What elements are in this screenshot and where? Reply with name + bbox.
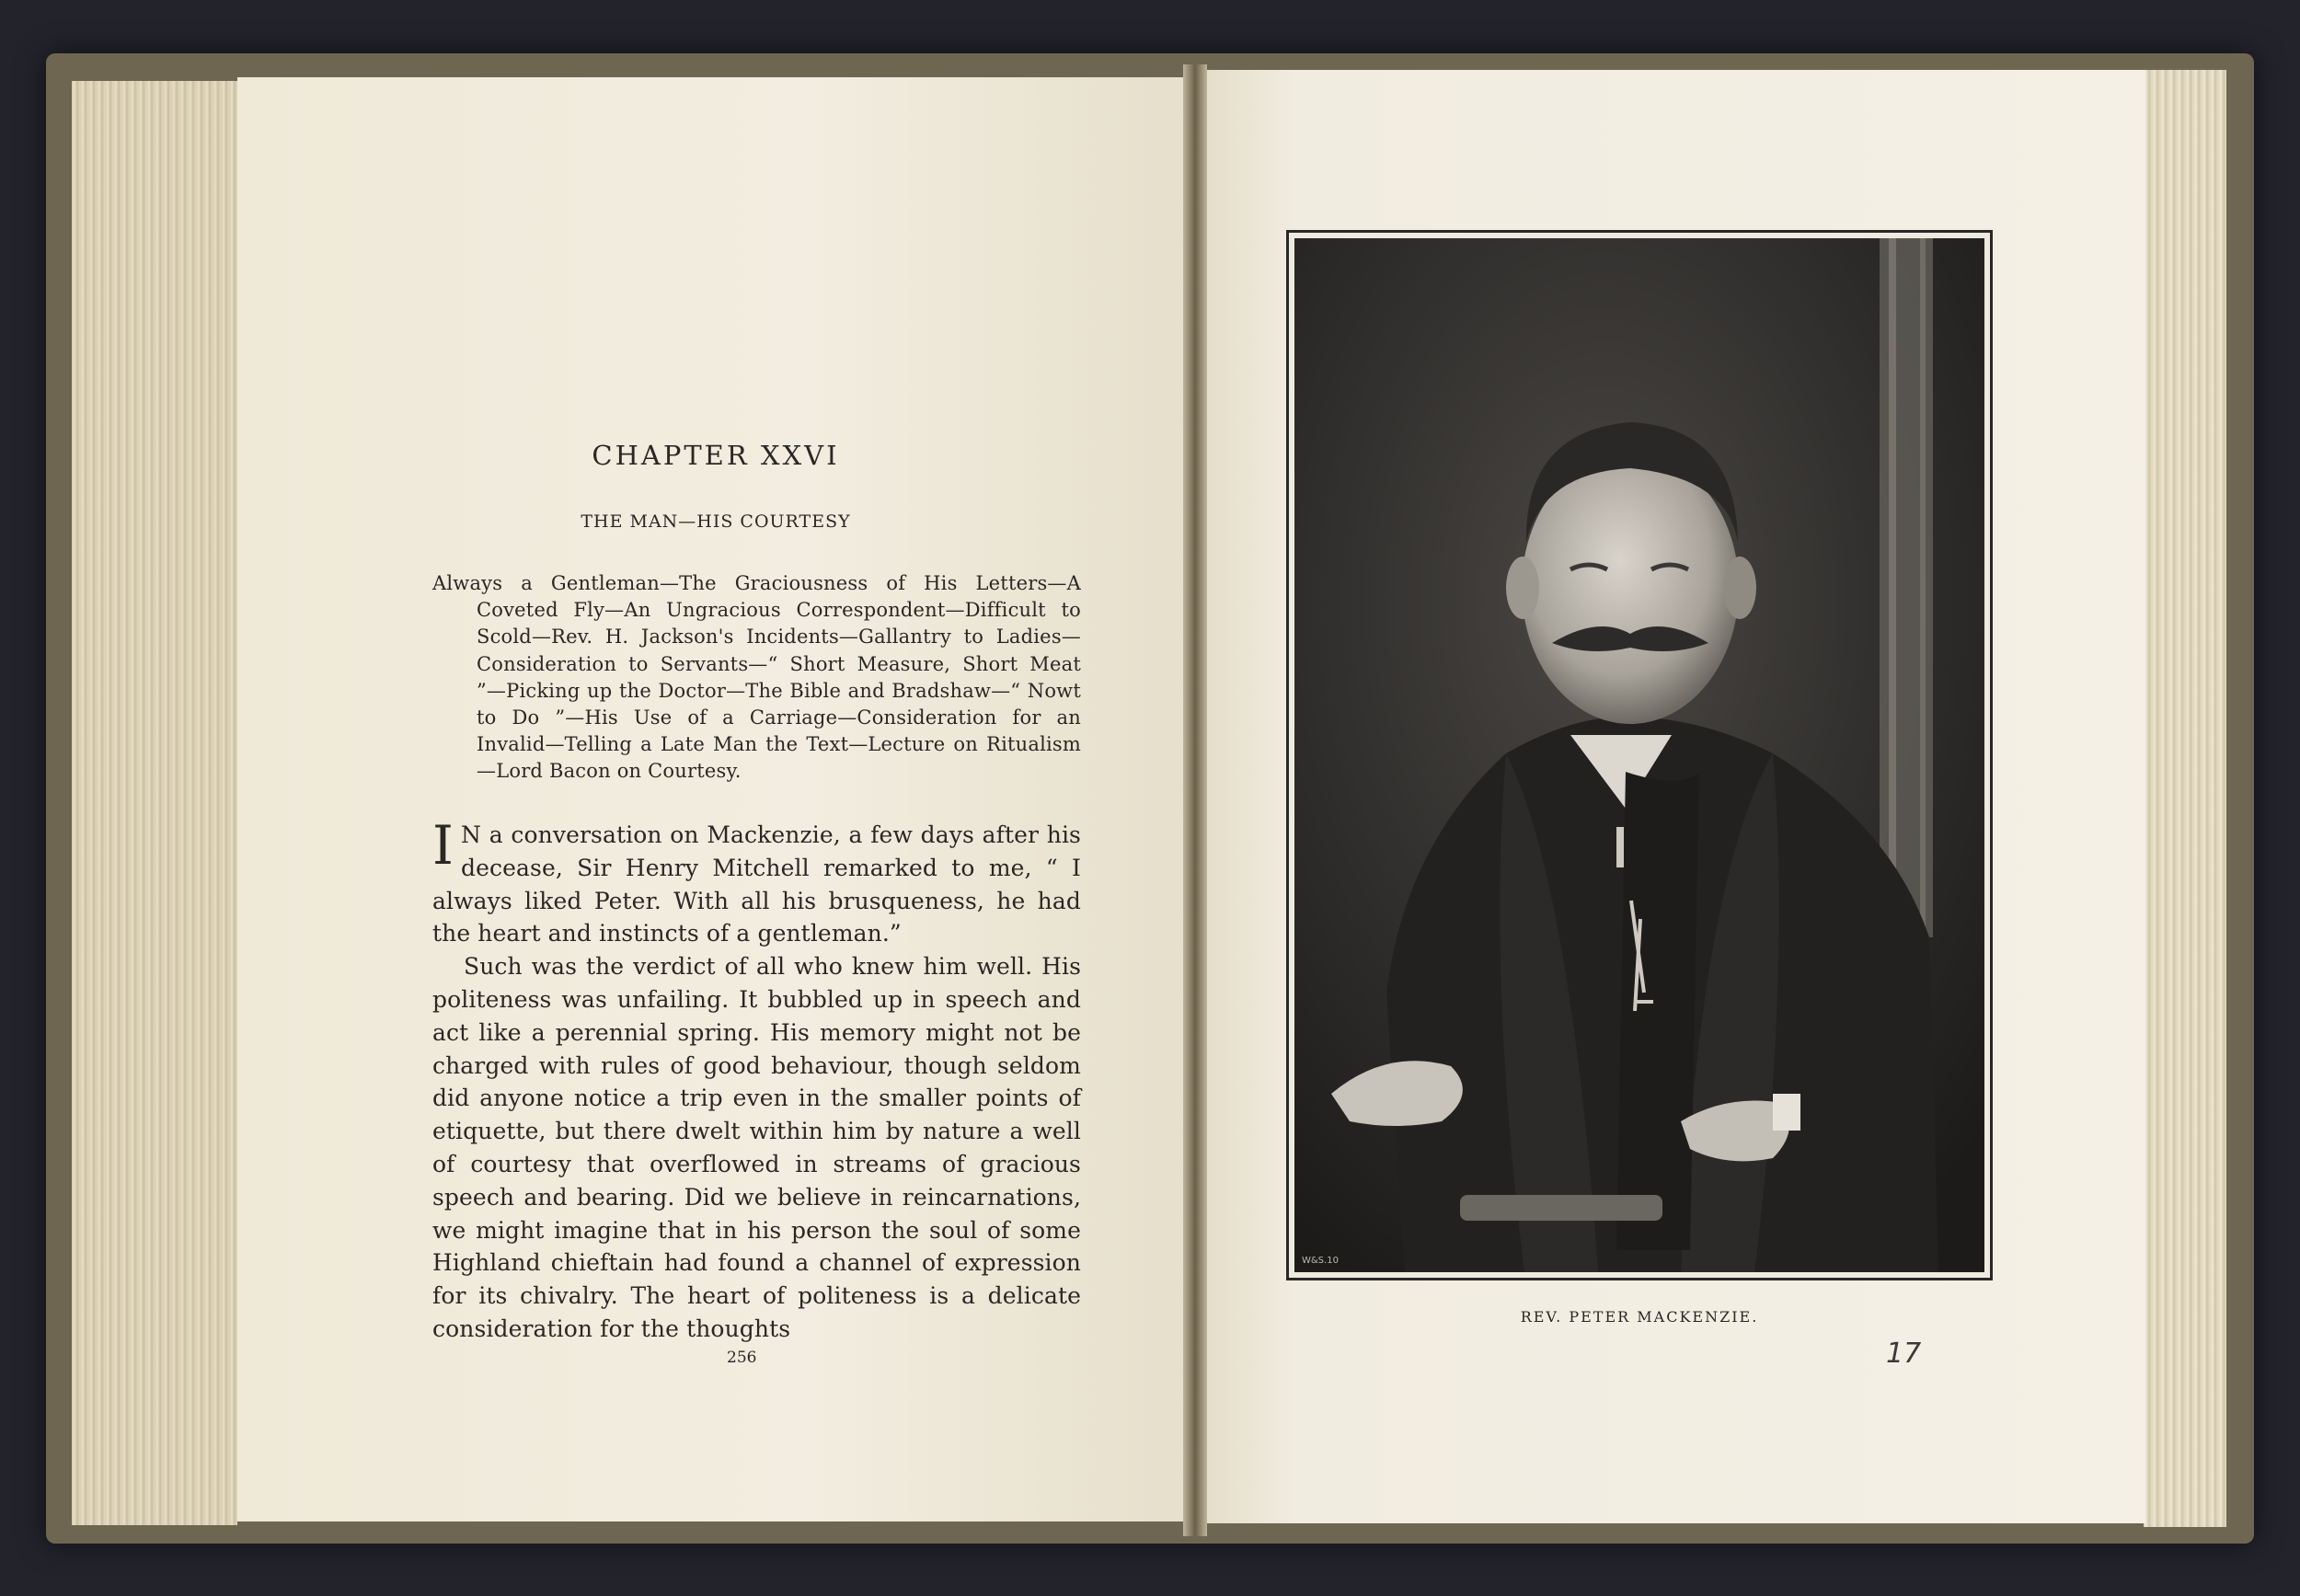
page-number: 256 — [727, 1349, 757, 1367]
portrait-photo — [1294, 238, 1984, 1272]
body-text — [432, 814, 1081, 1346]
paragraph-1 — [432, 814, 1081, 950]
page-edges-left — [72, 81, 237, 1525]
chapter-title: THE MAN—HIS COURTESY — [581, 511, 851, 532]
chapter-heading: CHAPTER XXVI — [592, 440, 840, 471]
folio-mark: 17 — [1886, 1338, 1922, 1370]
plate-caption: REV. PETER MACKENZIE. — [1520, 1308, 1759, 1326]
chapter-synopsis: Always a Gentleman—The Graciousness of His Letters—A Coveted Fly—An Ungracious Correspondent—Difficult to Scold—Rev. H. Jackson's Incidents—Gallantry to Ladies—Consideration to Servants—“ Short Measure, Short Meat ”—Picking up the Doctor—The Bible and Bradshaw—“ Nowt to Do ”—His Use of a Carriage—Consideration for an Invalid—Telling a Late Man the Text—Lecture on Ritualism—Lord Bacon on Courtesy. — [432, 572, 1081, 783]
page-edges-right — [2144, 70, 2226, 1527]
book-gutter — [1183, 64, 1207, 1536]
drop-cap: I — [432, 814, 454, 877]
paragraph-2: Such was the verdict of all who knew him well. His politeness was unfailing. It bubbled up in speech and act like a perennial spring. His memory might not be charged with rules of good behaviour, though seldom did anyone notice a trip even in the smaller points of etiquette, but there dwelt within him by nature a well of courtesy that overflowed in streams of gracious speech and bearing. Did we believe in reincarnations, we might imagine that in his person the soul of some Highland chieftain had found a channel of expression for its chivalry. The heart of politeness is a delicate consideration for the thoughts — [432, 953, 1081, 1342]
paragraph-1-text: N a conversation on Mackenzie, a few days after his decease, Sir Henry Mitchell remarked to me, “ I always liked Peter. With all his brusqueness, he had the heart and instincts of a gentleman.” — [432, 821, 1081, 947]
portrait-plate — [1286, 230, 1993, 1280]
engraver-mark: W&S.10 — [1302, 1256, 1339, 1266]
